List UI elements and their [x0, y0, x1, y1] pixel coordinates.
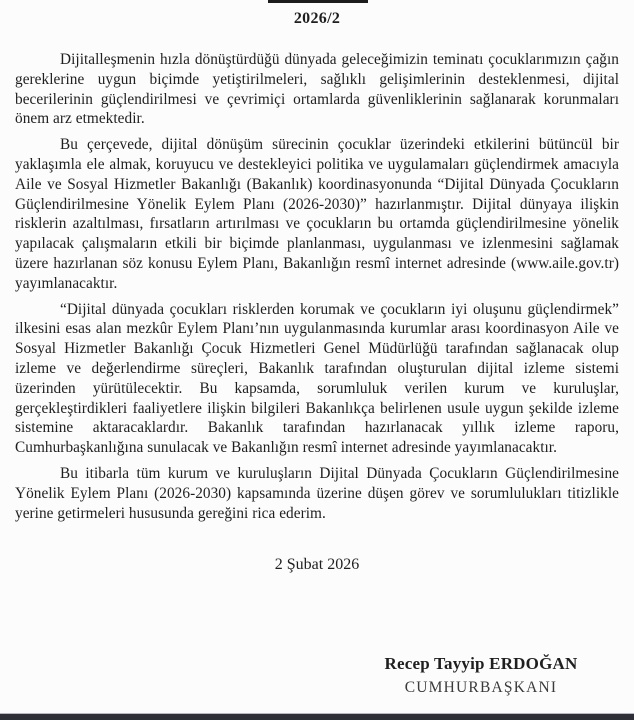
- bottom-edge-bar: [0, 713, 634, 720]
- signature-block: [385, 654, 578, 697]
- signatory-name: Recep Tayyip ERDOĞAN: [384, 654, 578, 673]
- document-body: [15, 50, 619, 529]
- paragraph-3: “Dijital dünyada çocukları risklerden korumak ve çocukların iyi oluşunu güçlendirmek” ilkesini esas alan mezkûr Eylem Planı’nın uygulanmasında kurumlar arası koordinasyon Aile ve Sosyal Hizmetler Bakanlığı Çocuk Hizmetleri Genel Müdürlüğü tarafından sağlanacak olup izleme ve değerlendirme süreçleri, Bakanlık tarafından oluşturulan dijital izleme sistemi üzerinden yürütülecektir. Bu kapsamda, sorumluluk verilen kurum ve kuruluşlar, gerçekleştirdikleri faaliyetlere ilişkin bilgileri Bakanlıkça belirlenen usule uygun şekilde izleme sistemine aktaracaklardır. Bakanlık tarafından hazırlanacak yıllık izleme raporu, Cumhurbaşkanlığına sunulacak ve Bakanlığın resmî internet adresinde yayımlanacaktır.: [15, 300, 619, 457]
- paragraph-4: Bu itibarla tüm kurum ve kuruluşların Dijital Dünyada Çocukların Güçlendirilmesine Yönelik Eylem Planı (2026-2030) kapsamında üzerine düşen görev ve sorumlulukları titizlikle yerine getirmeleri hususunda gereğini rica ederim.: [15, 464, 619, 522]
- document-date: 2 Şubat 2026: [274, 556, 360, 573]
- paragraph-1: Dijitalleşmenin hızla dönüştürdüğü dünyada geleceğimizin teminatı çocuklarımızın çağın gereklerine uygun biçimde yetiştirilmeleri, sağlıklı gelişimlerinin desteklenmesi, dijital becerilerinin güçlendirilmesi ve çevrimiçi ortamlarda güvenliklerinin sağlanarak korunmaları önem arz etmektedir.: [15, 51, 619, 128]
- title-underline-rule: [268, 0, 368, 3]
- signatory-title: CUMHURBAŞKANI: [404, 679, 558, 696]
- circular-number: 2026/2: [293, 10, 341, 27]
- paragraph-2: Bu çerçevede, dijital dönüşüm sürecinin çocuklar üzerindeki etkilerini bütüncül bir yaklaşımla ele almak, koruyucu ve destekleyici politika ve uygulamaları güçlendirmek amacıyla Aile ve Sosyal Hizmetler Bakanlığı (Bakanlık) koordinasyonunda “Dijital Dünyada Çocukların Güçlendirilmesine Yönelik Eylem Planı (2026-2030)” hazırlanmıştır. Dijital dünyaya ilişkin risklerin azaltılması, fırsatların artırılması ve çocukların bu ortamda güçlendirilmesine yönelik yapılacak çalışmaların etkili bir biçimde planlanması, uygulanması ve izlenmesini sağlamak üzere hazırlanan söz konusu Eylem Planı, Bakanlığın resmî internet adresinde (www.aile.gov.tr) yayımlanacaktır.: [15, 136, 619, 292]
